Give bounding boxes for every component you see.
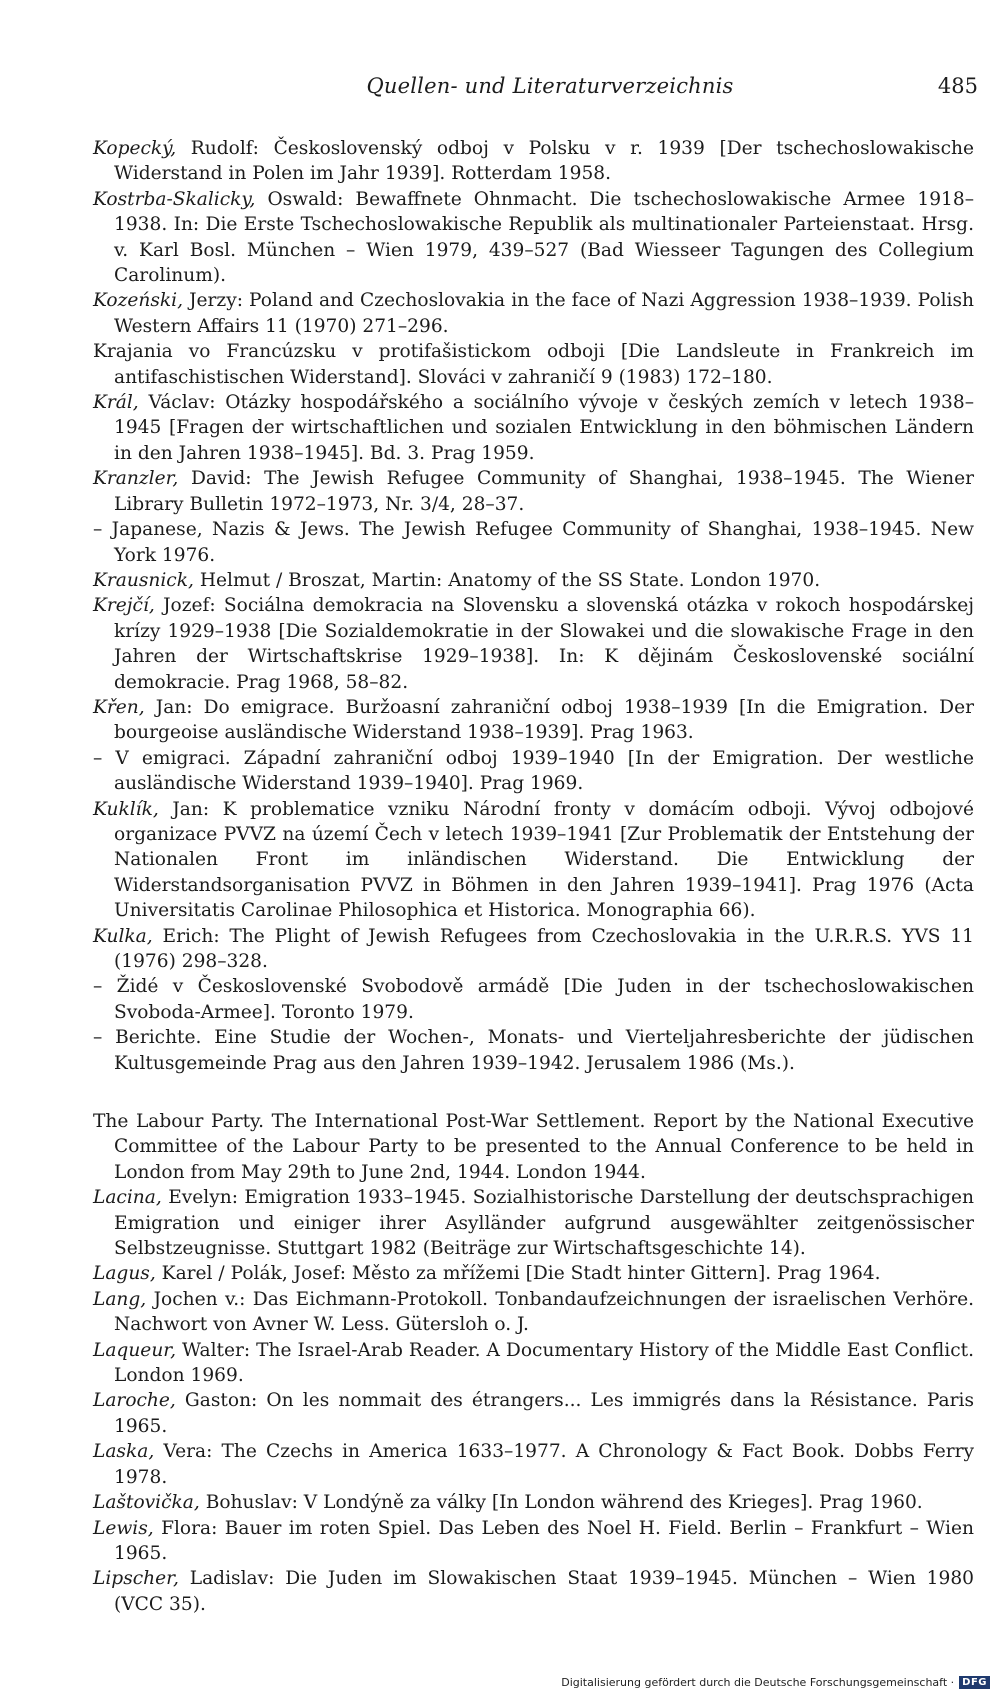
bibliography-entry (93, 1388, 974, 1439)
entry-text: – V emigraci. Západní zahraniční odboj 1939–1940 [In der Emigration. Der westliche ausländische Widerstand 1939–1940]. Prag 1969. (93, 747, 974, 795)
bibliography-entry (93, 1338, 974, 1389)
entry-author: Lewis, (93, 1517, 154, 1539)
bibliography-entry (93, 746, 974, 797)
bibliography-entry (93, 695, 974, 746)
entry-author: Lagus, (93, 1263, 156, 1285)
entry-text: The Labour Party. The International Post-War Settlement. Report by the National Executive Committee of the Labour Party to be presented to the Annual Conference to be held in London from May 29th to June 2nd, 1944. London 1944. (93, 1111, 974, 1183)
bibliography-entry (93, 288, 974, 339)
page-number: 485 (937, 74, 978, 98)
bibliography-entry (93, 974, 974, 1025)
bibliography-entry (93, 1025, 974, 1076)
entry-text: Ladislav: Die Juden im Slowakischen Staat 1939–1945. München – Wien 1980 (VCC 35). (114, 1568, 974, 1615)
entry-author: Laroche, (93, 1390, 176, 1412)
entry-text: Jozef: Sociálna demokracia na Slovensku a slovenská otázka v rokoch hospodárskej krízy 1929–1938 [Die Sozialdemokratie in der Slowakei und die slowakische Frage in den Jahren der Wirtschaftskrise 1929–1938]. In: K dějinám Československé sociální demokracie. Prag 1968, 58–82. (114, 595, 974, 693)
entry-author: Kostrba-Skalicky, (93, 188, 256, 210)
bibliography-entry (93, 1109, 974, 1185)
entry-text: – Berichte. Eine Studie der Wochen-, Monats- und Vierteljahresberichte der jüdischen Kultusgemeinde Prag aus den Jahren 1939–1942. Jerusalem 1986 (Ms.). (93, 1027, 974, 1074)
bibliography-entry (93, 517, 974, 568)
entry-text: Jan: Do emigrace. Buržoasní zahraniční odboj 1938–1939 [In die Emigration. Der bourgeoise ausländische Widerstand 1938–1939]. Prag 1963. (114, 696, 974, 744)
bibliography-entry (93, 1287, 974, 1338)
footer-text: Digitalisierung gefördert durch die Deutsche Forschungsgemeinschaft · (561, 1676, 955, 1689)
bibliography-entry (93, 1516, 974, 1567)
entry-author: Laštovička, (93, 1492, 200, 1514)
entry-text: Walter: The Israel-Arab Reader. A Documentary History of the Middle East Conflict. London 1969. (114, 1339, 974, 1387)
entry-author: Laqueur, (93, 1339, 177, 1361)
entry-text: Gaston: On les nommait des étrangers... Les immigrés dans la Résistance. Paris 1965. (114, 1390, 974, 1437)
entry-author: Krausnick, (93, 569, 194, 591)
entry-text: Karel / Polák, Josef: Město za mřížemi [Die Stadt hinter Gittern]. Prag 1964. (155, 1263, 881, 1285)
bibliography-entry (93, 593, 974, 695)
entry-text: David: The Jewish Refugee Community of Shanghai, 1938–1945. The Wiener Library Bulletin 1972–1973, Nr. 3/4, 28–37. (114, 468, 974, 515)
bibliography-entry (93, 568, 974, 593)
bibliography-entry (93, 1439, 974, 1490)
bibliography-entry (93, 1185, 974, 1261)
entry-text: Oswald: Bewaffnete Ohnmacht. Die tschechoslowakische Armee 1918–1938. In: Die Erste Tschechoslowakische Republik als multinationaler Parteienstaat. Hrsg. v. Karl Bosl. München – Wien 1979, 439–527 (Bad Wiesseer Tagungen des Collegium Carolinum). (114, 188, 974, 287)
bibliography-entry (93, 1490, 974, 1515)
entry-author: Kopecký, (93, 138, 177, 159)
entry-text: Václav: Otázky hospodářského a sociálního vývoje v českých zemích v letech 1938–1945 [Fragen der wirtschaftlichen und sozialen Entwicklung in den böhmischen Ländern in den Jahren 1938–1945]. Bd. 3. Prag 1959. (114, 392, 974, 464)
entry-text: Jan: K problematice vzniku Národní fronty v domácím odboji. Vývoj odbojové organizace PVVZ na území Čech v letech 1939–1941 [Zur Problematik der Entstehung der Nationalen Front im inländischen Widerstand. Die Entwicklung der Widerstandsorganisation PVVZ in Böhmen in den Jahren 1939–1941]. Prag 1976 (Acta Universitatis Carolinae Philosophica et Historica. Monographia 66). (114, 798, 974, 922)
entry-author: Kranzler, (93, 468, 179, 490)
entry-author: Krejčí, (93, 595, 155, 617)
entry-author: Lipscher, (93, 1568, 179, 1590)
entry-author: Lacina, (93, 1187, 162, 1209)
bibliography-entry (93, 390, 974, 466)
entry-text: Jerzy: Poland and Czechoslovakia in the face of Nazi Aggression 1938–1939. Polish Western Affairs 11 (1970) 271–296. (114, 290, 974, 337)
bibliography-section-l (93, 1109, 974, 1617)
entry-text: Helmut / Broszat, Martin: Anatomy of the SS State. London 1970. (193, 569, 821, 591)
entry-text: Erich: The Plight of Jewish Refugees from Czechoslovakia in the U.R.R.S. YVS 11 (1976) 298–328. (114, 925, 974, 972)
bibliography-entry (93, 466, 974, 517)
entry-text: Bohuslav: V Londýně za války [In London während des Krieges]. Prag 1960. (199, 1492, 923, 1514)
bibliography-entry (93, 1261, 974, 1286)
entry-text: Krajania vo Francúzsku v protifašistickom odboji [Die Landsleute in Frankreich im antifaschistischen Widerstand]. Slováci v zahraničí 9 (1983) 172–180. (93, 341, 974, 388)
entry-text: Vera: The Czechs in America 1633–1977. A Chronology & Fact Book. Dobbs Ferry 1978. (114, 1441, 974, 1488)
bibliography-entry (93, 339, 974, 390)
entry-text: Evelyn: Emigration 1933–1945. Sozialhistorische Darstellung der deutschsprachigen Emigration und einiger ihrer Asylländer aufgrund ausgewählter zeitgenössischer Selbstzeugnisse. Stuttgart 1982 (Beiträge zur Wirtschaftsgeschichte 14). (114, 1187, 974, 1260)
entry-text: – Židé v Československé Svobodově armádě [Die Juden in der tschechoslowakischen Svoboda-Armee]. Toronto 1979. (93, 976, 974, 1023)
entry-text: Rudolf: Československý odboj v Polsku v r. 1939 [Der tschechoslowakische Widerstand in Polen im Jahr 1939]. Rotterdam 1958. (114, 138, 974, 185)
running-header-title: Quellen- und Literaturverzeichnis (366, 74, 734, 98)
entry-author: Lang, (93, 1288, 147, 1310)
entry-author: Kozeński, (93, 290, 184, 312)
entry-author: Laska, (93, 1441, 155, 1463)
bibliography-entry (93, 797, 974, 924)
entry-text: – Japanese, Nazis & Jews. The Jewish Refugee Community of Shanghai, 1938–1945. New York 1976. (93, 519, 974, 566)
bibliography-section-k (93, 136, 974, 1076)
entry-author: Křen, (93, 696, 145, 718)
dfg-logo: DFG (959, 1676, 990, 1689)
entry-author: Kulka, (93, 925, 153, 947)
bibliography-entry (93, 136, 974, 187)
digitization-footer (561, 1676, 990, 1689)
entry-author: Kuklík, (93, 798, 159, 820)
bibliography-entry (93, 1566, 974, 1617)
entry-text: Flora: Bauer im roten Spiel. Das Leben des Noel H. Field. Berlin – Frankfurt – Wien 1965. (114, 1517, 974, 1564)
bibliography-entry (93, 924, 974, 975)
entry-text: Jochen v.: Das Eichmann-Protokoll. Tonbandaufzeichnungen der israelischen Verhöre. Nachwort von Avner W. Less. Gütersloh o. J. (114, 1288, 974, 1336)
entry-author: Král, (93, 392, 139, 414)
bibliography-entry (93, 187, 974, 289)
